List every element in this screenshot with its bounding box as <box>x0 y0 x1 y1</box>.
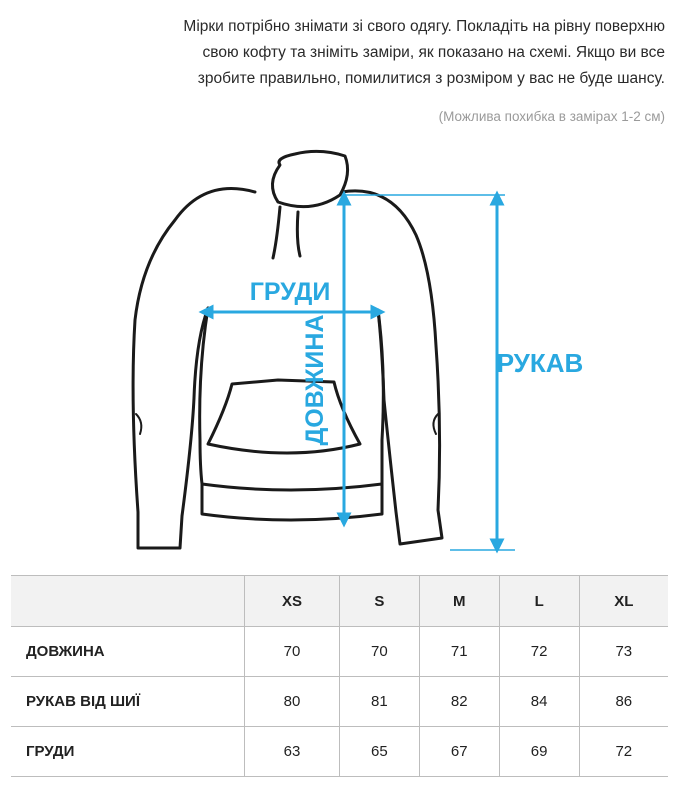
size-table <box>11 575 668 777</box>
intro-line-2: свою кофту та зніміть заміри, як показано на схемі. Якщо ви все <box>202 44 665 61</box>
row-label: РУКАВ ВІД ШИЇ <box>11 677 245 727</box>
table-row <box>11 727 668 777</box>
size-header-m: M <box>419 576 499 627</box>
table-cell: 72 <box>579 727 668 777</box>
table-cell: 63 <box>245 727 340 777</box>
table-header-row <box>11 576 668 627</box>
row-label: ДОВЖИНА <box>11 627 245 677</box>
table-cell: 70 <box>245 627 340 677</box>
size-header-xs: XS <box>245 576 340 627</box>
table-corner-cell <box>11 576 245 627</box>
length-label: ДОВЖИНА <box>301 314 329 446</box>
size-header-s: S <box>339 576 419 627</box>
table-cell: 69 <box>499 727 579 777</box>
table-cell: 73 <box>579 627 668 677</box>
table-cell: 80 <box>245 677 340 727</box>
table-row <box>11 677 668 727</box>
table-cell: 82 <box>419 677 499 727</box>
table-cell: 71 <box>419 627 499 677</box>
row-label: ГРУДИ <box>11 727 245 777</box>
table-cell: 84 <box>499 677 579 727</box>
size-header-xl: XL <box>579 576 668 627</box>
hoodie-outline <box>133 151 442 548</box>
chest-label: ГРУДИ <box>249 278 331 306</box>
intro-line-3: зробите правильно, помилитися з розміром у вас не буде шансу. <box>197 70 665 87</box>
measurement-arrows <box>206 195 515 550</box>
table-cell: 72 <box>499 627 579 677</box>
measurement-error-note: (Можлива похибка в замірах 1-2 см) <box>438 109 665 124</box>
table-cell: 67 <box>419 727 499 777</box>
sleeve-label: РУКАВ <box>496 348 584 378</box>
size-header-l: L <box>499 576 579 627</box>
table-cell: 65 <box>339 727 419 777</box>
table-cell: 86 <box>579 677 668 727</box>
intro-line-1: Мірки потрібно знімати зі свого одягу. Покладіть на рівну поверхню <box>183 18 665 35</box>
intro-text <box>5 14 665 92</box>
table-row <box>11 627 668 677</box>
hoodie-measurement-diagram <box>120 140 590 560</box>
table-cell: 81 <box>339 677 419 727</box>
table-cell: 70 <box>339 627 419 677</box>
